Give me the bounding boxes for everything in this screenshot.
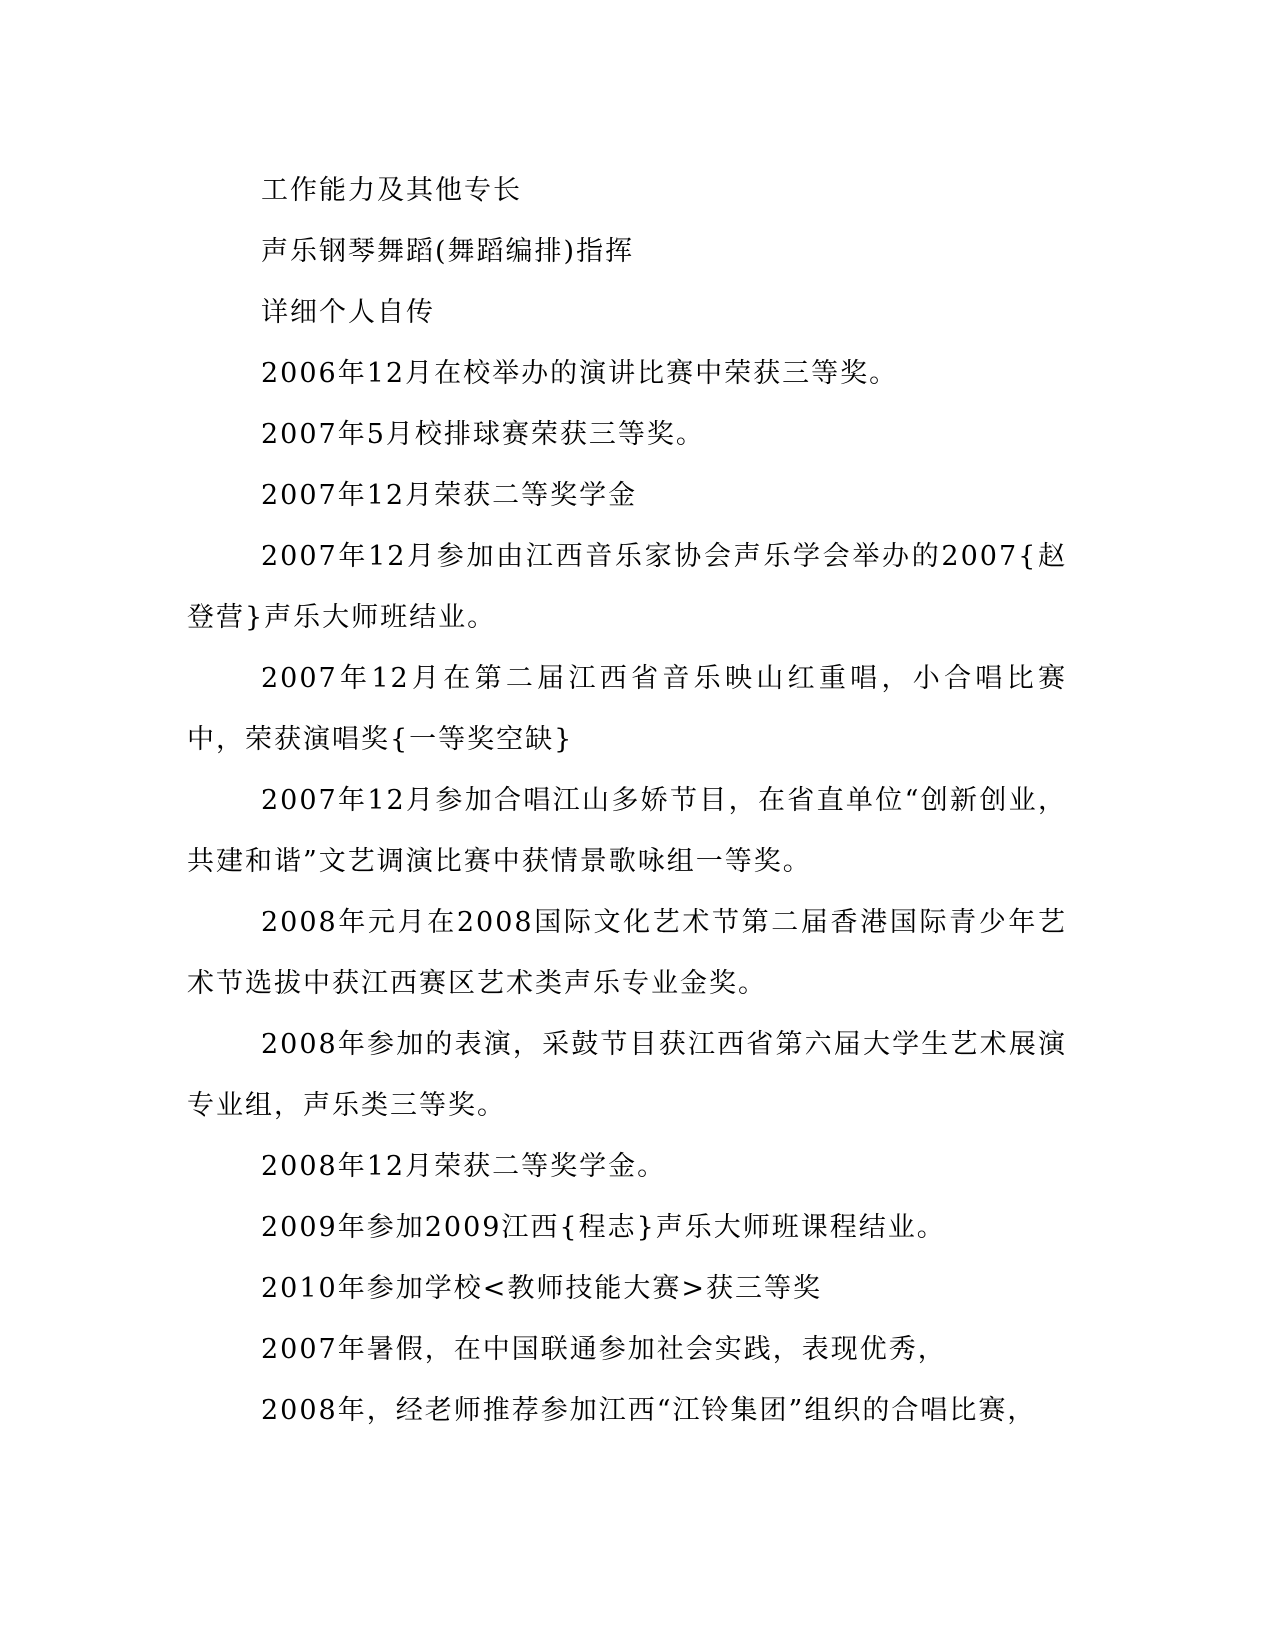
paragraph: 2006年12月在校举办的演讲比赛中荣获三等奖。 (261, 358, 899, 389)
paragraph: 2010年参加学校<教师技能大赛>获三等奖 (261, 1273, 822, 1304)
paragraph: 2009年参加2009江西{程志}声乐大师班课程结业。 (261, 1212, 946, 1243)
skills-text: 声乐钢琴舞蹈(舞蹈编排)指挥 (261, 236, 635, 267)
section-heading-skills: 工作能力及其他专长 (261, 175, 522, 206)
paragraph: 2007年12月参加合唱江山多娇节目，在省直单位“创新创业，共建和谐”文艺调演比赛中获情景歌咏组一等奖。 (187, 785, 1067, 877)
paragraph: 2007年暑假，在中国联通参加社会实践，表现优秀， (261, 1334, 947, 1365)
paragraph: 2007年5月校排球赛荣获三等奖。 (261, 419, 705, 450)
section-heading-autobiography: 详细个人自传 (261, 297, 435, 328)
paragraph: 2008年12月荣获二等奖学金。 (261, 1151, 667, 1182)
paragraph: 2007年12月在第二届江西省音乐映山红重唱，小合唱比赛中，荣获演唱奖{一等奖空缺} (187, 663, 1067, 755)
paragraph: 2008年，经老师推荐参加江西“江铃集团”组织的合唱比赛， (261, 1395, 1037, 1426)
paragraph: 2008年元月在2008国际文化艺术节第二届香港国际青少年艺术节选拔中获江西赛区艺术类声乐专业金奖。 (187, 907, 1067, 999)
document-body (187, 160, 1067, 1441)
paragraph: 2008年参加的表演，采鼓节目获江西省第六届大学生艺术展演专业组，声乐类三等奖。 (187, 1029, 1067, 1121)
paragraph: 2007年12月参加由江西音乐家协会声乐学会举办的2007{赵登营}声乐大师班结业。 (187, 541, 1067, 633)
paragraph: 2007年12月荣获二等奖学金 (261, 480, 638, 511)
